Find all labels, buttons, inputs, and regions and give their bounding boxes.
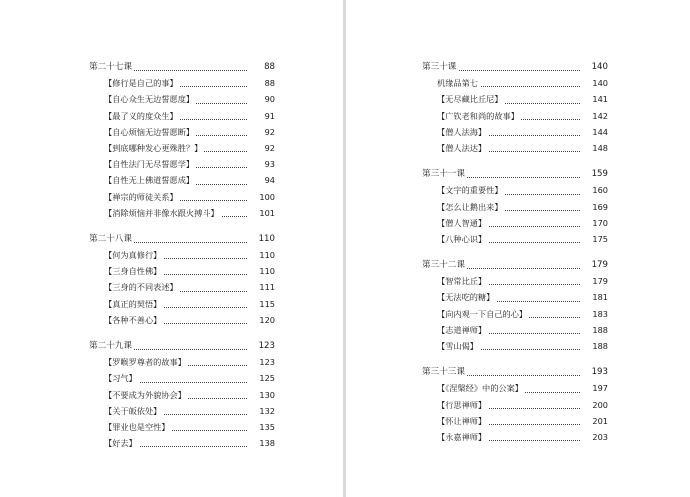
page-number: 183	[581, 306, 608, 322]
entry-title: 【罪业也是空性】	[104, 419, 172, 435]
entry-title: 【三身自性佛】	[104, 263, 163, 279]
entry-title: 【僧人法海】	[437, 124, 488, 140]
page-number: 170	[581, 215, 608, 231]
toc-chapter-entry[interactable]	[346, 59, 690, 75]
page-number: 142	[581, 108, 608, 124]
toc-entry[interactable]	[0, 108, 343, 124]
entry-title: 【无法吃的糖】	[437, 289, 496, 305]
entry-title: 【怎么让鹅出来】	[437, 199, 505, 215]
entry-title: 【广钦老和尚的故事】	[437, 108, 521, 124]
entry-title: 【真正的契悟】	[104, 296, 163, 312]
toc-entry[interactable]	[0, 279, 343, 295]
entry-title: 【消除烦恼并非像水跟火搏斗】	[104, 205, 221, 221]
entry-title: 【雪山偈】	[437, 338, 480, 354]
page-number: 93	[248, 156, 275, 172]
page-number: 188	[581, 338, 608, 354]
toc-chapter-entry[interactable]	[0, 338, 343, 354]
toc-chapter-entry[interactable]	[346, 257, 690, 273]
toc-entry[interactable]	[0, 387, 343, 403]
entry-title: 【好去】	[104, 435, 139, 451]
page-number: 179	[581, 257, 608, 273]
page-number: 100	[248, 189, 275, 205]
page-number: 123	[248, 338, 275, 354]
page-number: 123	[248, 354, 275, 370]
page-number: 201	[581, 413, 608, 429]
toc-entry[interactable]	[0, 205, 343, 221]
toc-entry[interactable]	[346, 273, 690, 289]
toc-entry[interactable]	[0, 419, 343, 435]
chapter-title: 第二十九课	[89, 338, 134, 354]
toc-entry[interactable]	[0, 296, 343, 312]
toc-entry[interactable]	[0, 312, 343, 328]
toc-entry[interactable]	[346, 108, 690, 124]
right-page	[346, 0, 690, 497]
toc-entry[interactable]	[346, 199, 690, 215]
entry-title: 【无尽藏比丘尼】	[437, 91, 505, 107]
entry-title: 【八种心识】	[437, 231, 488, 247]
entry-title: 【各种不善心】	[104, 312, 163, 328]
entry-title: 【自性法门无尽誓愿学】	[104, 156, 196, 172]
toc-entry[interactable]	[0, 189, 343, 205]
entry-title: 【到底哪种发心更殊胜？】	[104, 140, 204, 156]
page-number: 92	[248, 124, 275, 140]
entry-title: 【僧人法达】	[437, 140, 488, 156]
toc-entry[interactable]	[0, 140, 343, 156]
entry-title: 【《涅槃经》中的公案】	[437, 380, 525, 396]
toc-entry[interactable]	[0, 354, 343, 370]
toc-chapter-entry[interactable]	[0, 231, 343, 247]
entry-title: 【怀让禅师】	[437, 413, 488, 429]
toc-section	[346, 257, 690, 354]
page-number: 92	[248, 140, 275, 156]
toc-entry[interactable]	[0, 75, 343, 91]
entry-title: 机缘品第七	[437, 75, 480, 91]
page-number: 181	[581, 289, 608, 305]
toc-entry[interactable]	[0, 403, 343, 419]
page-number: 203	[581, 429, 608, 445]
toc-entry[interactable]	[346, 306, 690, 322]
toc-entry[interactable]	[346, 140, 690, 156]
toc-entry[interactable]	[346, 289, 690, 305]
entry-title: 【志道禅师】	[437, 322, 488, 338]
toc-section	[346, 59, 690, 156]
entry-title: 【习气】	[104, 370, 139, 386]
page-number: 144	[581, 124, 608, 140]
page-number: 179	[581, 273, 608, 289]
toc-entry[interactable]	[0, 156, 343, 172]
page-number: 140	[581, 75, 608, 91]
page-number: 111	[248, 279, 275, 295]
entry-title: 【不要成为外貌协会】	[104, 387, 188, 403]
entry-title: 【文字的重要性】	[437, 182, 505, 198]
page-number: 141	[581, 91, 608, 107]
entry-title: 【行思禅师】	[437, 397, 488, 413]
entry-title: 【向内观一下自己的心】	[437, 306, 529, 322]
page-number: 160	[581, 182, 608, 198]
chapter-title: 第二十八课	[89, 231, 134, 247]
toc-entry[interactable]	[0, 435, 343, 451]
toc-entry[interactable]	[346, 380, 690, 396]
toc-section	[346, 364, 690, 445]
toc-entry[interactable]	[346, 338, 690, 354]
entry-title: 【自性无上佛道誓愿成】	[104, 172, 196, 188]
entry-title: 【永嘉禅师】	[437, 429, 488, 445]
page-number: 88	[248, 59, 275, 75]
entry-title: 【僧人智通】	[437, 215, 488, 231]
chapter-title: 第三十一课	[422, 166, 467, 182]
page-number: 125	[248, 370, 275, 386]
page-number: 148	[581, 140, 608, 156]
page-number: 175	[581, 231, 608, 247]
page-number: 132	[248, 403, 275, 419]
toc-chapter-entry[interactable]	[0, 59, 343, 75]
entry-title: 【自心烦恼无边誓愿断】	[104, 124, 196, 140]
entry-title: 【关于皈依处】	[104, 403, 163, 419]
page-number: 110	[248, 263, 275, 279]
page-number: 91	[248, 108, 275, 124]
entry-title: 【修行是自己的事】	[104, 75, 180, 91]
page-number: 101	[248, 205, 275, 221]
page-number: 94	[248, 172, 275, 188]
toc-section	[0, 59, 343, 221]
toc-chapter-entry[interactable]	[346, 166, 690, 182]
toc-entry[interactable]	[346, 429, 690, 445]
page-number: 130	[248, 387, 275, 403]
toc-entry[interactable]	[346, 231, 690, 247]
toc-entry[interactable]	[0, 263, 343, 279]
entry-title: 【智常比丘】	[437, 273, 488, 289]
page-number: 138	[248, 435, 275, 451]
toc-entry[interactable]	[0, 247, 343, 263]
chapter-title: 第三十课	[422, 59, 458, 75]
toc-entry[interactable]	[0, 370, 343, 386]
toc-entry[interactable]	[0, 91, 343, 107]
page-number: 120	[248, 312, 275, 328]
page-number: 169	[581, 199, 608, 215]
entry-title: 【自心众生无边誓愿度】	[104, 91, 196, 107]
page-number: 135	[248, 419, 275, 435]
toc-entry[interactable]	[346, 182, 690, 198]
entry-title: 【何为真修行】	[104, 247, 163, 263]
entry-title: 【三身的不同表述】	[104, 279, 180, 295]
toc-entry[interactable]	[346, 322, 690, 338]
toc-entry[interactable]	[0, 172, 343, 188]
entry-title: 【禅宗的师徒关系】	[104, 189, 180, 205]
page-number: 88	[248, 75, 275, 91]
toc-entry[interactable]	[346, 397, 690, 413]
entry-title: 【最了义的度众生】	[104, 108, 180, 124]
left-page	[0, 0, 343, 497]
toc-entry[interactable]	[346, 124, 690, 140]
toc-section	[346, 166, 690, 247]
page-number: 140	[581, 59, 608, 75]
page-number: 90	[248, 91, 275, 107]
toc-entry[interactable]	[346, 75, 690, 91]
chapter-title: 第三十二课	[422, 257, 467, 273]
toc-left	[0, 59, 343, 461]
page-number: 110	[248, 231, 275, 247]
page-number: 115	[248, 296, 275, 312]
toc-section	[0, 338, 343, 451]
page-number: 110	[248, 247, 275, 263]
page-number: 193	[581, 364, 608, 380]
chapter-title: 第三十三课	[422, 364, 467, 380]
page-number: 200	[581, 397, 608, 413]
toc-entry[interactable]	[346, 413, 690, 429]
toc-entry[interactable]	[0, 124, 343, 140]
page-number: 159	[581, 166, 608, 182]
toc-entry[interactable]	[346, 215, 690, 231]
page-number: 197	[581, 380, 608, 396]
page-number: 188	[581, 322, 608, 338]
toc-entry[interactable]	[346, 91, 690, 107]
chapter-title: 第二十七课	[89, 59, 134, 75]
toc-right	[346, 59, 690, 455]
toc-section	[0, 231, 343, 328]
toc-chapter-entry[interactable]	[346, 364, 690, 380]
entry-title: 【罗睺罗尊者的故事】	[104, 354, 188, 370]
